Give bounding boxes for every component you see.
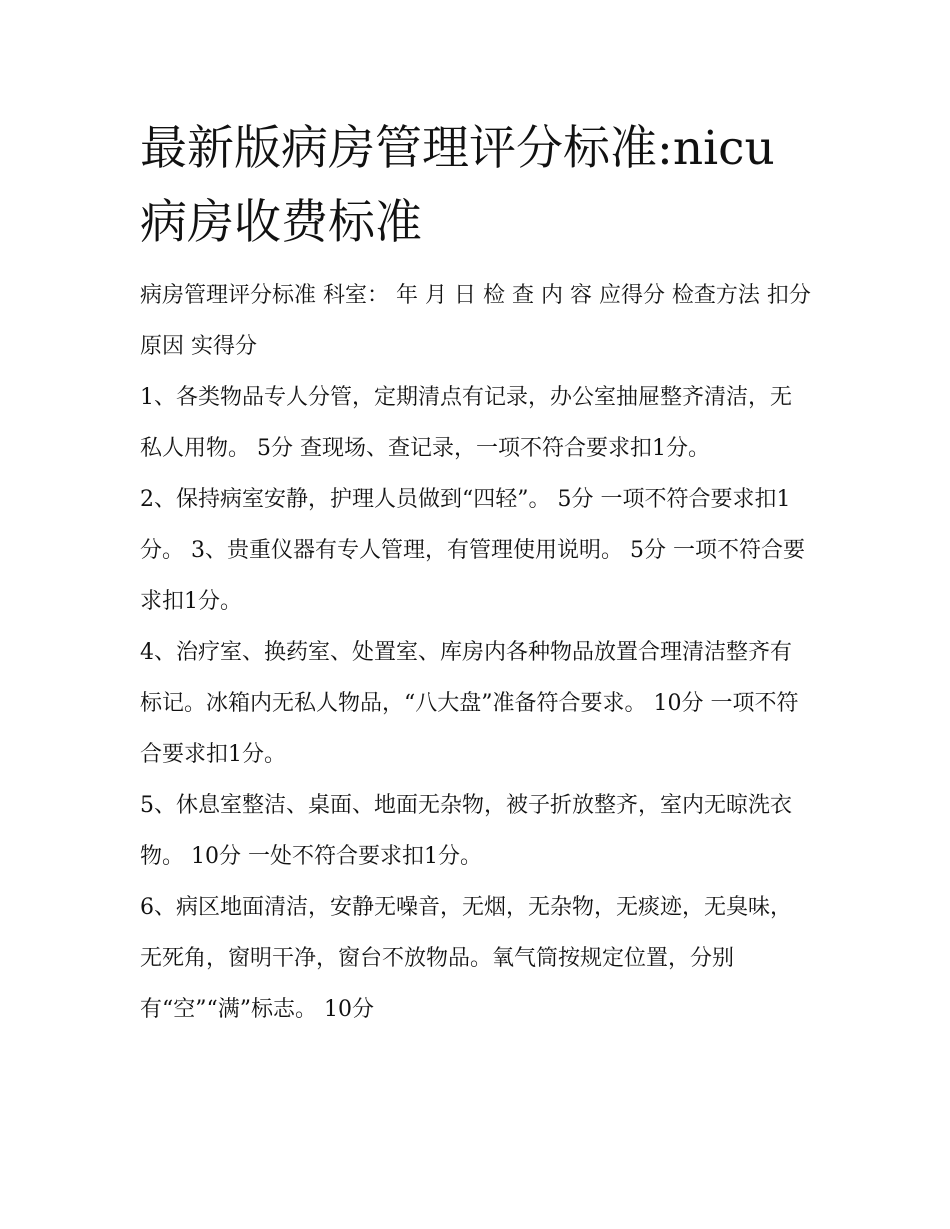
paragraph-item-2-3: 2、保持病室安静，护理人员做到“四轻”。 5分 一项不符合要求扣1分。 3、贵重仪器有专人管理，有管理使用说明。 5分 一项不符合要求扣1分。 xyxy=(140,487,805,614)
paragraph-header: 病房管理评分标准 科室： 年 月 日 检 查 内 容 应得分 检查方法 扣分原因 实得分 xyxy=(140,283,811,359)
paragraph-item-5: 5、休息室整洁、桌面、地面无杂物，被子折放整齐，室内无晾洗衣物。 10分 一处不符合要求扣1分。 xyxy=(140,793,792,869)
document-title: 最新版病房管理评分标准:nicu病房收费标准 xyxy=(140,121,775,250)
document-content xyxy=(140,112,812,1035)
paragraph-item-6: 6、病区地面清洁，安静无噪音，无烟，无杂物，无痰迹，无臭味，无死角，窗明干净，窗台不放物品。氧气筒按规定位置，分别有“空”“满”标志。 10分 xyxy=(140,895,792,1022)
paragraph-item-4: 4、治疗室、换药室、处置室、库房内各种物品放置合理清洁整齐有标记。冰箱内无私人物品，“八大盘”准备符合要求。 10分 一项不符合要求扣1分。 xyxy=(140,640,799,767)
paragraph-item-1: 1、各类物品专人分管，定期清点有记录，办公室抽屉整齐清洁，无私人用物。 5分 查现场、查记录，一项不符合要求扣1分。 xyxy=(140,385,792,461)
